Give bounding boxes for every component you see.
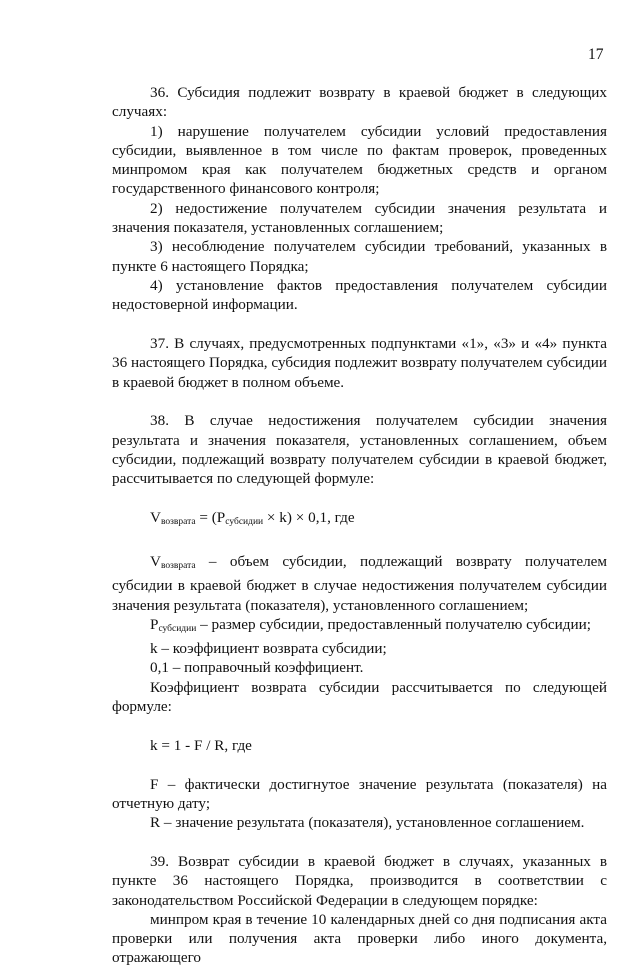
definition-p-subsidy: $P_{субсидии}$ – размер субсидии, предоставленный получателю субсидии;	[150, 615, 591, 634]
paragraph-39-item: минпром края в течение 10 календарных дней со дня подписания акта проверки или получения акта проверки либо иного документа, отражающего	[112, 910, 607, 967]
paragraph-38: 38. В случае недостижения получателем субсидии значения результата и значения показателя, установленных соглашением, объем субсидии, подлежащий возврату получателем субсидии в краевой бюджет, рассчитывается по следующей формуле:	[112, 412, 607, 488]
formula-refund-volume: $V_{возврата} = (P_{субсидии} \times k) \times 0,1$, где	[150, 509, 355, 528]
paragraph-37: 37. В случаях, предусмотренных подпунктами «1», «3» и «4» пункта 36 настоящего Порядка, субсидия подлежит возврату получателем субсидии в краевой бюджет в полном объеме.	[112, 335, 607, 391]
paragraph-39: 39. Возврат субсидии в краевой бюджет в случаях, указанных в пункте 36 настоящего Порядка, производится в соответствии с законодательством Российской Федерации в следующем порядке:	[112, 853, 607, 909]
definition-r: R – значение результата (показателя), установленное соглашением.	[150, 814, 585, 832]
definition-k: k – коэффициент возврата субсидии;	[150, 640, 387, 658]
paragraph-36-item-4: 4) установление фактов предоставления получателем субсидии недостоверной информации.	[112, 276, 607, 314]
paragraph-36-intro: 36. Субсидия подлежит возврату в краевой бюджет в следующих случаях:	[112, 84, 607, 121]
paragraph-36-item-3: 3) несоблюдение получателем субсидии требований, указанных в пункте 6 настоящего Порядка;	[112, 238, 607, 275]
definition-v-refund: $V_{возврата}$ – объем субсидии, подлежащий возврату получателем субсидии в краевой бюджет в случае недостижения получателем субсидии значения результата (показателя), установленного соглашением;	[112, 552, 607, 614]
definition-correction-coefficient: 0,1 – поправочный коэффициент.	[150, 659, 364, 677]
page-number: 17	[588, 46, 604, 63]
definition-f: F – фактически достигнутое значение результата (показателя) на отчетную дату;	[112, 775, 607, 812]
formula-coefficient: k = 1 - F / R, где	[150, 736, 252, 754]
paragraph-36-item-1: 1) нарушение получателем субсидии условий предоставления субсидии, выявленное в том числе по фактам проверок, проведенных минпромом края как получателем бюджетных средств и органом государственного финансового контроля;	[112, 122, 607, 198]
paragraph-36-item-2: 2) недостижение получателем субсидии значения результата и значения показателя, установленных соглашением;	[112, 199, 607, 237]
document-body	[112, 83, 607, 968]
coefficient-intro: Коэффициент возврата субсидии рассчитывается по следующей формуле:	[112, 678, 607, 716]
